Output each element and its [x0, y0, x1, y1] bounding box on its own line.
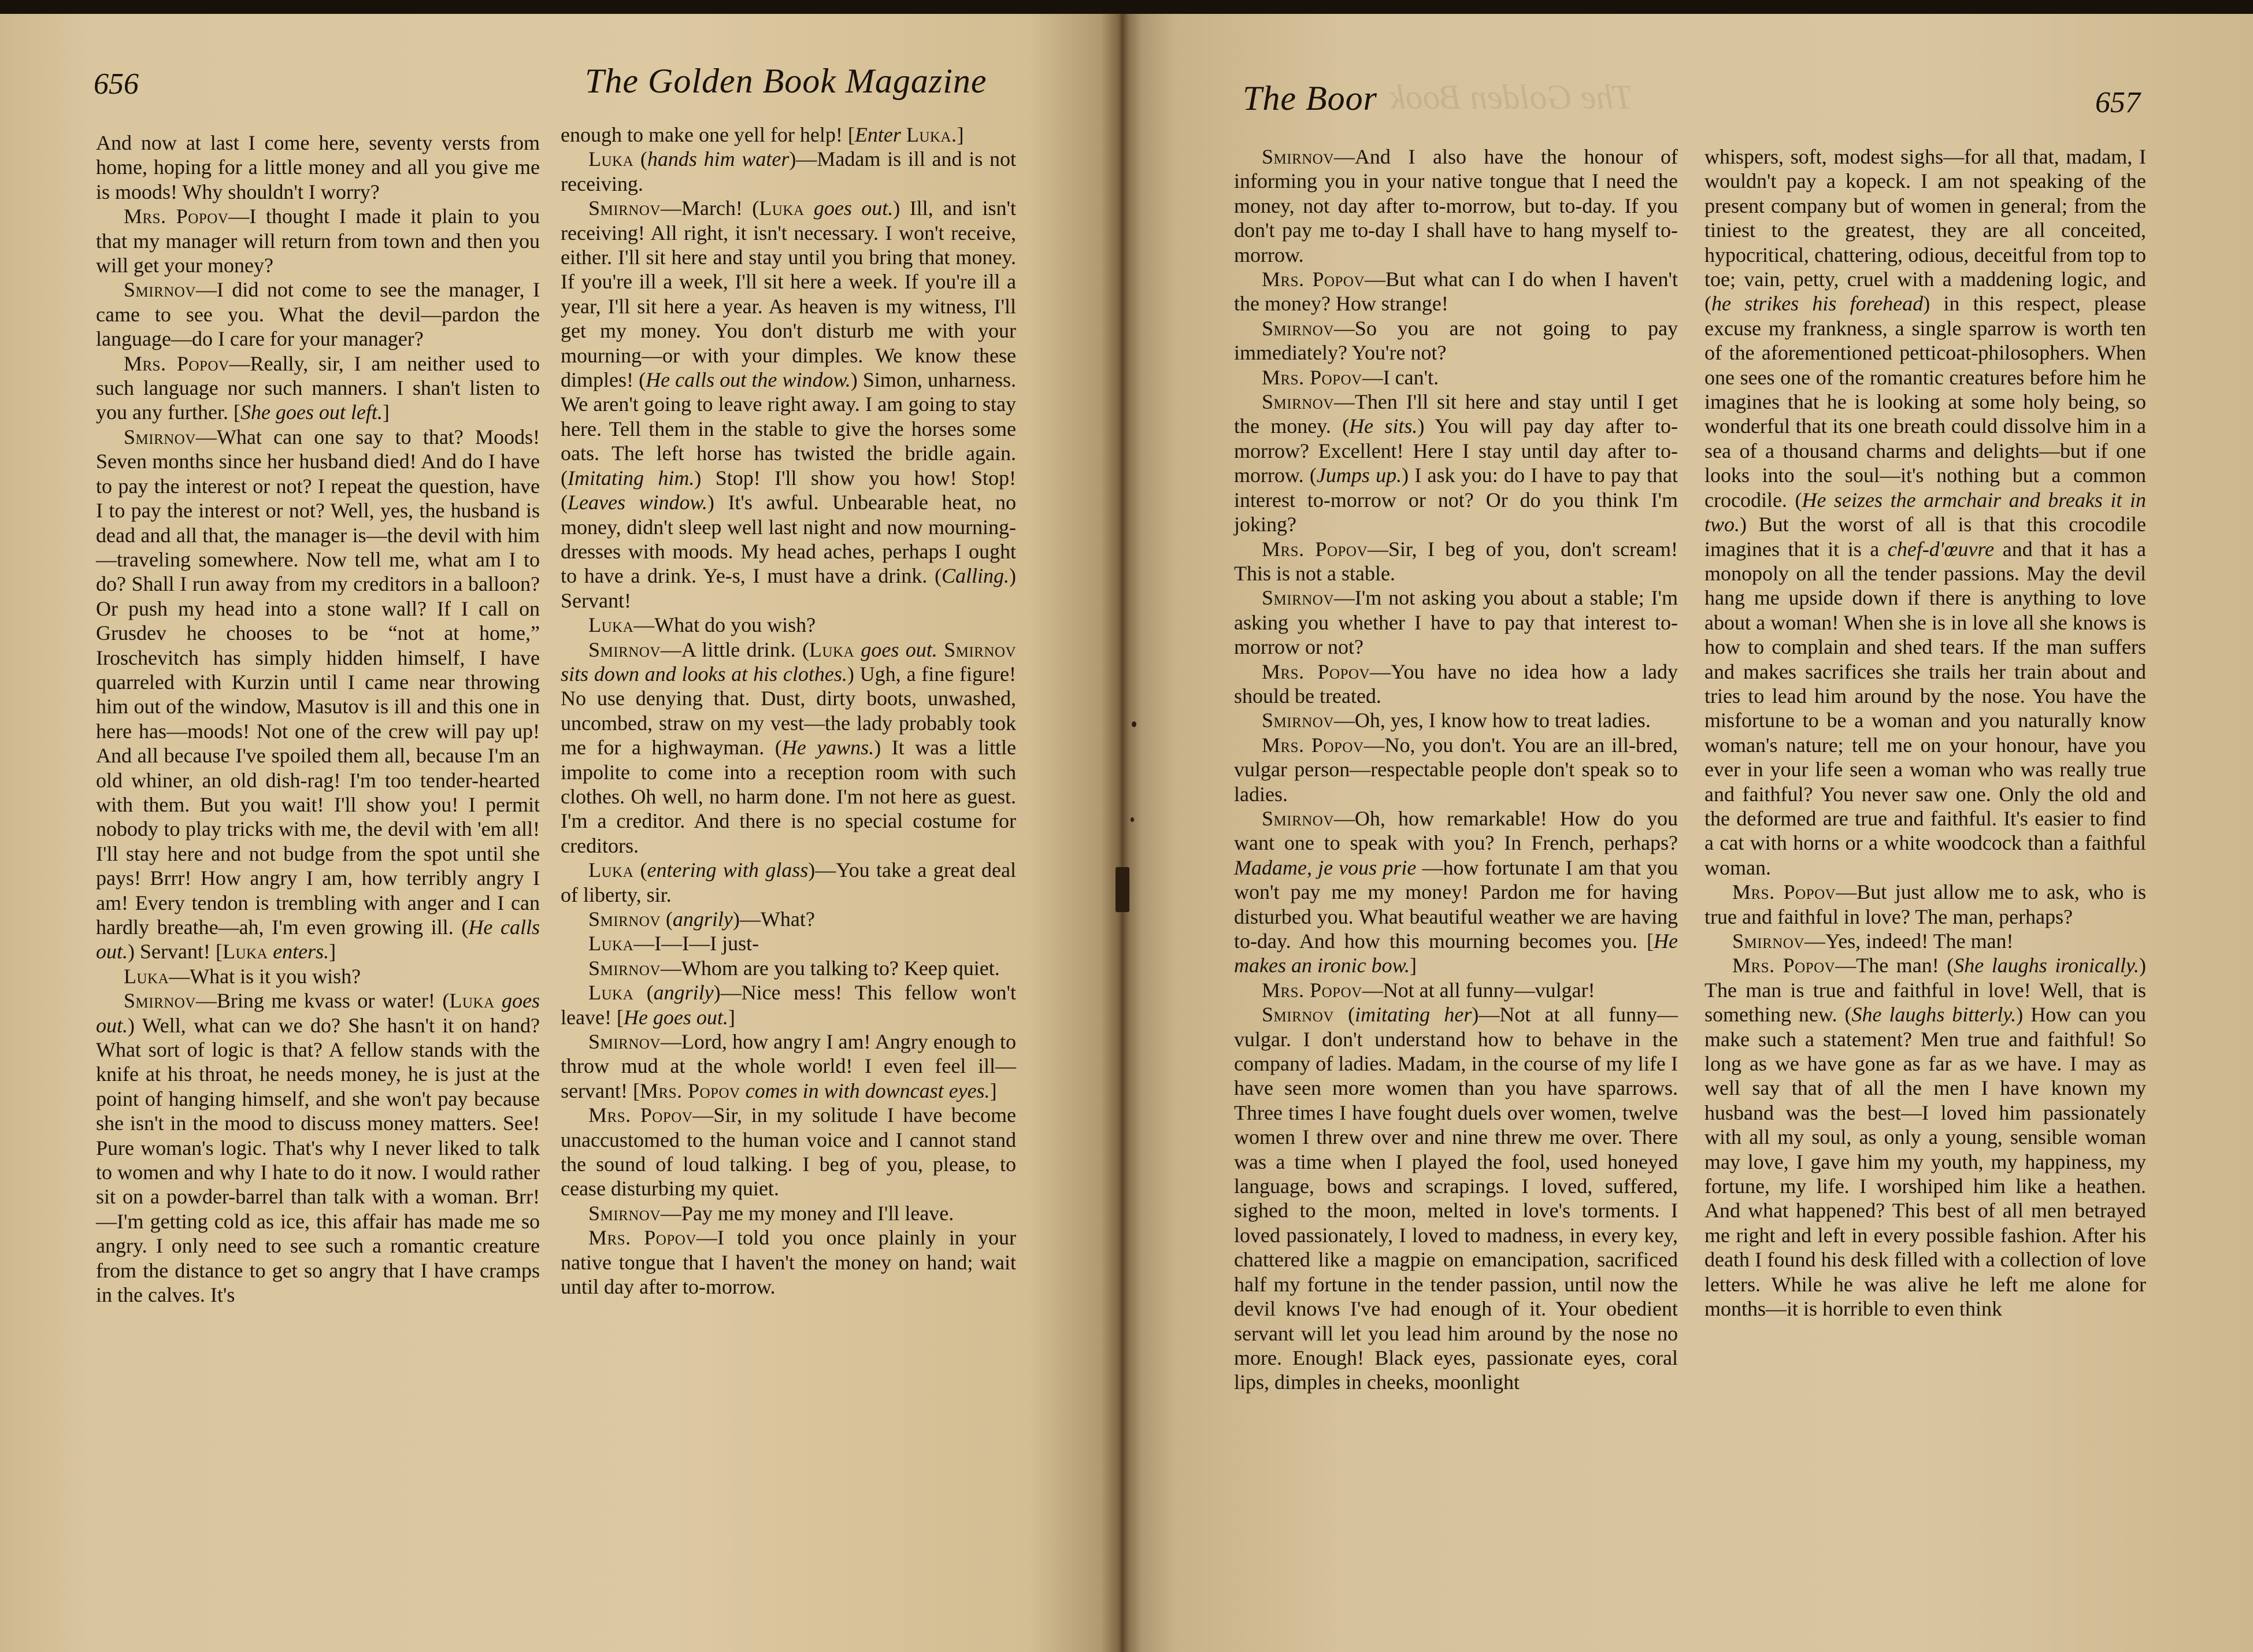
stage-direction: Madame, je vous prie	[1234, 855, 1417, 879]
text-run: ) Ill, and isn't receiving! All right, it isn't necessary. I won't receive, either. I'll sit here and stay until you bring that money. If you're ill a week, I'll sit here a week. If you're ill a year, I'll sit here a year. As heaven is my witness, I'll get my money. You don't disturb me with your mourning—or with your dimples. We know these dimples! (	[561, 197, 1016, 392]
stage-direction: She laughs ironically.	[1954, 954, 2139, 977]
text-run: —No, you don't. You are an ill-bred, vulgar person—respectable people don't speak so to ladies.	[1234, 733, 1678, 806]
speaker-name: Smirnov	[588, 197, 661, 220]
right-column-2	[1704, 145, 2146, 1321]
left-running-head: The Golden Book Magazine	[585, 62, 987, 100]
speaker-name: Luka	[588, 932, 634, 955]
text-run: —Yes, indeed! The man!	[1804, 929, 2014, 953]
paragraph	[1234, 978, 1678, 1002]
paragraph	[1234, 537, 1678, 586]
stage-direction: Leaves window.	[568, 491, 707, 514]
text-run: —Lord, how angry I am! Angry enough to throw mud at the whole world! I even feel ill—servant! [	[561, 1030, 1016, 1102]
speaker-name: Luka	[809, 638, 855, 661]
stage-direction: comes in with downcast eyes.	[745, 1079, 990, 1102]
stage-direction: He calls out.	[96, 916, 540, 964]
text-run: —I'm not asking you about a stable; I'm asking you whether I have to pay that interest to-morrow or not?	[1234, 586, 1678, 659]
text-run: ]	[329, 940, 336, 964]
text-run: ) But the worst of all is that this crocodile imagines that it is a	[1704, 513, 2146, 561]
speaker-name: Smirnov	[1262, 316, 1334, 340]
text-run: ) Well, what can we do? She hasn't it on hand? What sort of logic is that? A fellow stands with the knife at his throat, he needs money, he is just at the point of hanging himself, and she won't pay because she isn't in the mood to discuss money matters. See! Pure woman's logic. That's why I never liked to talk to women and why I hate to do it now. I would rather sit on a powder-barrel than talk with a woman. Brr!—I'm getting cold as ice, this affair has made me so angry. I only need to see such a romantic creature from the distance to get so angry that I have cramps in the calves. It's	[96, 1013, 540, 1307]
speaker-name: Smirnov	[1732, 929, 1804, 953]
speaker-name: Mrs. Popov	[1262, 733, 1364, 757]
show-through-text: The Golden Book	[1390, 78, 1633, 116]
binding-staple	[1116, 867, 1129, 912]
paragraph	[1234, 1002, 1678, 1395]
paragraph	[561, 196, 1016, 613]
text-run: And now at last I come here, seventy versts from home, hoping for a little money and all you give me is moods! Why shouldn't I worry?	[96, 131, 540, 203]
stage-direction: Enter	[854, 123, 901, 146]
text-run: ) How can you make such a statement? Men true and faithful! So long as we have gone as far as we have. I may as well say that of all the men I have known my husband was the best—I loved him passionately with all my soul, as only a young, sensible woman may love, I gave him my youth, my happiness, my fortune, my life. I worshiped him like a heathen. And what happened? This best of all men betrayed me right and left in every possible fashion. After his death I found his desk filled with a collection of love letters. While he was alive he left me alone for months—it is horrible to even think	[1704, 1003, 2146, 1321]
text-run	[854, 638, 861, 661]
speaker-name: Smirnov	[944, 638, 1017, 661]
stage-direction: Jumps up.	[1316, 464, 1402, 487]
paragraph	[561, 980, 1016, 1029]
text-run: ) You will pay day after to-morrow? Excellent! Here I stay until day after to-morrow. (	[1234, 414, 1678, 487]
text-run: ]	[957, 123, 964, 146]
text-run	[804, 197, 813, 220]
stage-direction: sits down and looks at his clothes.	[561, 662, 847, 686]
text-run	[495, 989, 502, 1012]
paragraph	[1704, 953, 2146, 1321]
stage-direction: hands him water	[647, 147, 790, 171]
text-run: (	[1333, 1003, 1355, 1027]
text-run: —And I also have the honour of informing you in your native tongue that I need the money, not day after to-morrow, but to-day. If you don't pay me to-day I shall have to hang myself to-morrow.	[1234, 145, 1678, 266]
text-run: (	[633, 858, 647, 882]
right-page-number: 657	[2095, 86, 2140, 119]
right-page	[1118, 14, 2253, 1652]
text-run: ]	[1409, 954, 1417, 977]
right-running-head: The Boor	[1243, 79, 1377, 117]
text-run: )—Not at all funny—vulgar. I don't understand how to behave in the company of ladies. Madam, in the course of my life I have seen more women than you have sparrows. Three times I have fought duels over women, twelve women I threw over and nine threw me over. There was a time when I played the fool, used honeyed language, bows and scrapings. I loved, suffered, sighed to the moon, melted in love's torments. I loved passionately, I loved to madness, in every key, chattered like a magpie on emancipation, sacrificed half my fortune in the tender passion, until now the devil knows I've had enough of it. Your obedient servant will let you lead him around by the nose no more. Enough! Black eyes, passionate eyes, coral lips, dimples in cheeks, moonlight	[1234, 1003, 1678, 1394]
paragraph	[561, 1225, 1016, 1299]
speaker-name: Smirnov	[1262, 806, 1334, 830]
stage-direction: She laughs bitterly.	[1851, 1003, 2017, 1027]
stage-direction: He makes an ironic bow.	[1234, 929, 1678, 977]
paragraph	[96, 425, 540, 964]
paragraph	[1234, 267, 1678, 316]
paragraph	[96, 351, 540, 425]
text-run: ) I ask you: do I have to pay that interest to-morrow or not? Or do you think I'm joking?	[1234, 464, 1678, 536]
text-run: ) Ugh, a fine figure! No use denying that. Dust, dirty boots, unwashed, uncombed, straw on my vest—the lady probably took me for a highwayman. (	[561, 662, 1016, 760]
stage-direction: He calls out the window.	[646, 368, 851, 392]
text-run: —I did not come to see the manager, I came to see you. What the devil—pardon the language—do I care for your manager?	[96, 278, 540, 351]
text-run: —What do you wish?	[633, 613, 816, 637]
stage-direction: angrily	[653, 981, 714, 1005]
speaker-name: Smirnov	[588, 1030, 661, 1054]
text-run: —What can one say to that? Moods! Seven months since her husband died! And do I have to pay the interest or not? I repeat the question, have I to pay the interest or not? Well, yes, the husband is dead and all that, the manager is—the devil with him—traveling somewhere. Now tell me, what am I to do? Shall I run away from my creditors in a balloon? Or push my head into a stone wall? If I call on Grusdev he chooses to be “not at home,” Iroschevitch has simply hidden himself, I have quarreled with Kurzin until I came near throwing him out of the window, Masutov is ill and this one in here has—moods! Not one of the crew will pay up! And all because I've spoiled them all, because I'm an old whiner, an old dish-rag! I'm too tender-hearted with them. But you wait! I'll show you! I permit nobody to play tricks with me, the devil with 'em all! I'll stay here and not budge from the spot until she pays! Brrr! How angry I am, how terribly angry I am! Every tendon is trembling with anger and I can hardly breathe—ah, I'm even growing ill. (	[96, 425, 540, 939]
text-run: ]	[990, 1079, 997, 1102]
speaker-name: Smirnov	[588, 1201, 661, 1225]
paragraph	[96, 277, 540, 351]
text-run: —I told you once plainly in your native tongue that I haven't the money on hand; wait until day after to-morrow.	[561, 1226, 1016, 1299]
text-run: ) Stop! I'll show you how! Stop! (	[561, 466, 1016, 514]
paragraph	[1234, 365, 1678, 390]
binding-mark	[1131, 817, 1134, 822]
paragraph	[561, 1029, 1016, 1103]
paragraph	[1234, 733, 1678, 806]
speaker-name: Smirnov	[124, 278, 196, 302]
paragraph	[561, 931, 1016, 955]
speaker-name: Luka	[588, 613, 634, 637]
stage-direction: enters.	[273, 940, 329, 964]
speaker-name: Smirnov	[588, 638, 661, 661]
text-run	[937, 638, 944, 661]
text-run	[268, 940, 273, 963]
stage-direction: chef-d'œuvre	[1887, 537, 1995, 561]
stage-direction: entering with glass	[647, 858, 809, 882]
left-column-2	[561, 123, 1016, 1299]
paragraph	[561, 1103, 1016, 1201]
left-page-number: 656	[94, 68, 139, 101]
paragraph	[96, 964, 540, 988]
paragraph	[1704, 145, 2146, 880]
text-run: —I thought I made it plain to you that my manager will return from town and then you will get your money?	[96, 205, 540, 277]
text-run: —Bring me kvass or water! (	[195, 989, 450, 1013]
paragraph	[561, 858, 1016, 907]
text-run: enough to make one yell for help! [	[561, 123, 855, 146]
speaker-name: Smirnov	[1262, 586, 1334, 610]
stage-direction: He seizes the armchair and breaks it in two.	[1704, 488, 2146, 536]
speaker-name: Mrs. Popov	[1262, 365, 1362, 389]
stage-direction: Calling.	[941, 564, 1009, 588]
text-run: —Oh, yes, I know how to treat ladies.	[1333, 709, 1651, 732]
text-run: )—Nice mess! This fellow won't leave! [	[561, 981, 1016, 1029]
text-run: and that it has a monopoly on all the tender passions. May the devil hang me upside down if there is anything to love about a woman! When she is in love all she knows is how to complain and shed tears. If the man suffers and makes sacrifices she trails her train about and tries to lead him around by the nose. You have the misfortune to be a woman and you naturally know woman's nature; tell me on your honour, have you ever in your life seen a woman who was really true and faithful? You never saw one. Only the old and the deformed are true and faithful. It's easier to find a cat with horns or a white woodcock than a faithful woman.	[1704, 537, 2146, 879]
speaker-name: Smirnov	[1262, 709, 1334, 732]
speaker-name: Luka	[222, 940, 268, 964]
speaker-name: Mrs. Popov	[124, 205, 229, 228]
text-run: (	[633, 147, 647, 171]
text-run: ) in this respect, please excuse my frankness, a single sparrow is worth ten of the aforementioned petticoat-philosophers. When one sees one of the romantic creatures before him he imagines that he is looking at some holy being, so wonderful that its one breath could dissolve him in a sea of a thousand charms and delights—but if one looks into the soul—it's nothing but a common crocodile. (	[1704, 292, 2146, 512]
speaker-name: Mrs. Popov	[1732, 954, 1836, 977]
text-run: —So you are not going to pay immediately? You're not?	[1234, 316, 1678, 365]
text-run: —Oh, how remarkable! How do you want one to speak with you? In French, perhaps?	[1234, 806, 1678, 855]
text-run: —Sir, I beg of you, don't scream! This is not a stable.	[1234, 537, 1678, 585]
paragraph	[1234, 806, 1678, 978]
paragraph	[561, 147, 1016, 196]
speaker-name: Smirnov	[588, 908, 661, 931]
paragraph	[96, 204, 540, 277]
text-run: )—What?	[732, 908, 815, 931]
speaker-name: Luka	[588, 858, 634, 882]
speaker-name: Mrs. Popov	[588, 1103, 693, 1127]
text-run: —Sir, in my solitude I have become unaccustomed to the human voice and I cannot stand the sound of loud talking. I beg of you, please, to cease disturbing my quiet.	[561, 1103, 1016, 1201]
speaker-name: Mrs. Popov	[124, 351, 229, 375]
paragraph	[1704, 880, 2146, 929]
speaker-name: Mrs. Popov	[1262, 537, 1368, 561]
paragraph	[561, 956, 1016, 980]
speaker-name: Mrs. Popov	[1262, 660, 1370, 683]
text-run: —I can't.	[1362, 365, 1439, 389]
paragraph	[1234, 586, 1678, 659]
left-page	[0, 14, 1118, 1652]
paragraph	[1234, 708, 1678, 732]
stage-direction: goes out.	[96, 989, 540, 1037]
text-run: —But just allow me to ask, who is true and faithful in love? The man, perhaps?	[1704, 880, 2146, 928]
paragraph	[1234, 390, 1678, 536]
paragraph	[561, 613, 1016, 637]
text-run: ) Servant!	[561, 564, 1016, 612]
text-run: )—You take a great deal of liberty, sir.	[561, 858, 1016, 906]
paragraph	[96, 131, 540, 204]
text-run: —A little drink. (	[660, 638, 809, 661]
speaker-name: Mrs. Popov	[1732, 880, 1836, 904]
speaker-name: Smirnov	[124, 425, 196, 449]
text-run: —I—I—I just-	[633, 932, 759, 955]
stage-direction: He sits.	[1349, 414, 1418, 438]
stage-direction: He goes out.	[623, 1005, 728, 1029]
stage-direction: angrily	[672, 908, 733, 931]
binding-mark	[1132, 721, 1136, 727]
text-run: —Then I'll sit here and stay until I get the money. (	[1234, 390, 1678, 438]
text-run: ]	[382, 401, 390, 424]
text-run: —But what can I do when I haven't the money? How strange!	[1234, 268, 1678, 316]
paragraph	[1234, 660, 1678, 709]
stage-direction: He yawns.	[781, 736, 874, 760]
text-run: (	[660, 908, 673, 931]
text-run: )—Madam is ill and is not receiving.	[561, 147, 1017, 195]
stage-direction: goes out.	[813, 197, 894, 220]
stage-direction: Imitating him.	[568, 466, 695, 490]
text-run: ) The man is true and faithful in love! Well, that is something new. (	[1704, 954, 2146, 1027]
speaker-name: Luka	[124, 964, 169, 988]
paragraph	[1704, 929, 2146, 953]
speaker-name: Mrs. Popov	[588, 1226, 696, 1250]
speaker-name: Luka.	[906, 123, 957, 146]
speaker-name: Mrs. Popov	[1262, 978, 1362, 1002]
top-edge	[0, 0, 2253, 14]
paragraph	[561, 1201, 1016, 1225]
text-run: whispers, soft, modest sighs—for all that, madam, I wouldn't pay a kopeck. I am not speaking of the present company but of women in general; from the tiniest to the greatest, they are all conceited, hypocritical, chattering, odious, deceitful from top to toe; vain, petty, cruel with a maddening logic, and (	[1704, 145, 2146, 316]
paragraph	[561, 123, 1016, 147]
text-run: —Whom are you talking to? Keep quiet.	[660, 956, 1000, 980]
text-run: —how fortunate I am that you won't pay me my money! Pardon me for having disturbed you. What beautiful weather we are having to-day. And how this mourning becomes you. [	[1234, 855, 1678, 953]
speaker-name: Smirnov	[1262, 145, 1334, 168]
speaker-name: Mrs. Popov	[1262, 268, 1365, 291]
speaker-name: Luka	[588, 981, 634, 1005]
speaker-name: Smirnov	[1262, 1003, 1334, 1027]
stage-direction: he strikes his forehead	[1711, 292, 1924, 316]
speaker-name: Smirnov	[588, 956, 661, 980]
text-run: —Really, sir, I am neither used to such language nor such manners. I shan't listen to you any further. [	[96, 351, 540, 424]
text-run: —Pay me my money and I'll leave.	[660, 1201, 954, 1225]
speaker-name: Mrs. Popov	[639, 1079, 740, 1102]
speaker-name: Luka	[449, 989, 495, 1013]
paragraph	[561, 638, 1016, 858]
stage-direction: imitating her	[1355, 1003, 1472, 1027]
text-run: —Not at all funny—vulgar!	[1362, 978, 1595, 1002]
stage-direction: She goes out left.	[240, 401, 383, 424]
text-run: —March! (	[660, 197, 759, 220]
text-run: ) It was a little impolite to come into a reception room with such clothes. Oh well, no harm done. I'm not here as guest. I'm a creditor. And there is no special costume for creditors.	[561, 736, 1016, 857]
text-run: (	[633, 981, 654, 1005]
speaker-name: Luka	[588, 147, 634, 171]
left-column-1	[96, 131, 540, 1307]
text-run: ) Simon, unharness. We aren't going to leave right away. I am going to stay here. Tell them in the stable to give the horses some oats. The left horse has twisted the bridle again. (	[561, 368, 1016, 490]
speaker-name: Smirnov	[124, 989, 196, 1013]
speaker-name: Luka	[759, 197, 805, 220]
speaker-name: Smirnov	[1262, 390, 1334, 414]
stage-direction: goes out.	[861, 638, 937, 661]
text-run: ]	[728, 1005, 735, 1029]
text-run: —The man! (	[1835, 954, 1954, 977]
paragraph	[1234, 316, 1678, 365]
right-column-1	[1234, 145, 1678, 1395]
binding-gutter	[1101, 14, 1142, 1652]
text-run: ) Servant! [	[128, 940, 223, 964]
text-run	[740, 1079, 746, 1102]
paragraph	[1234, 145, 1678, 267]
text-run: —You have no idea how a lady should be treated.	[1234, 660, 1678, 708]
paragraph	[561, 907, 1016, 931]
paragraph	[96, 988, 540, 1307]
text-run	[901, 123, 906, 146]
text-run: —What is it you wish?	[169, 964, 361, 988]
text-run: ) It's awful. Unbearable heat, no money, didn't sleep well last night and now mourning-dresses with moods. My head aches, perhaps I ought to have a drink. Ye-s, I must have a drink. (	[561, 491, 1016, 588]
